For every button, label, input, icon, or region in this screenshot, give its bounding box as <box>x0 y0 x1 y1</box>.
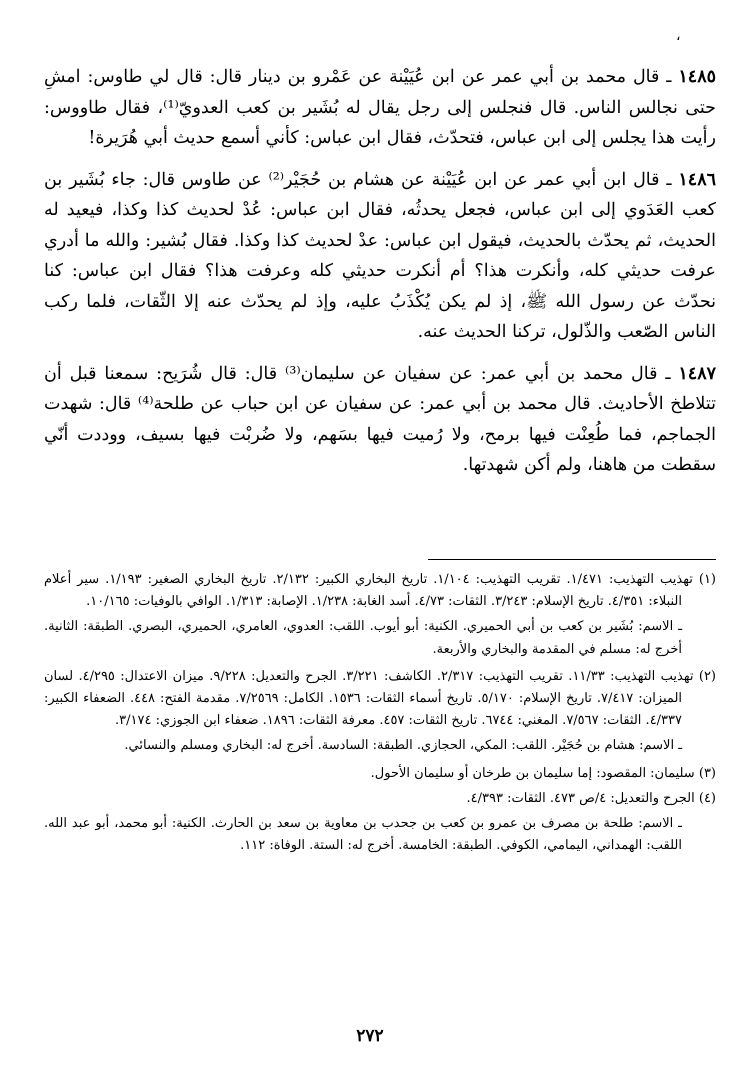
footnote-2 <box>44 666 716 733</box>
footnotes <box>44 569 716 862</box>
entry-1485 <box>44 62 716 154</box>
entry-1487 <box>44 359 716 481</box>
main-text <box>44 62 716 492</box>
entry-number: ١٤٨٧ <box>678 363 716 384</box>
entry-text: ـ قال ابن أبي عمر عن ابن عُيَيْنة عن هشام بن حُجَيْر⁽²⁾ عن طاوس قال: جاء بُشَير بن كعب العَدَوي إلى ابن عباس، فجعل يحدثُه، فقال ابن عباس: عُدْ لحديث كذا وكذا، فيعيد له الحديث، ثم يحدّث بالحديث، فيقول ابن عباس: عدْ لحديث كذا وكذا. فقال بُشير: والله ما أدري عرفت حديثي كله، وأنكرت هذا؟ أم أنكرت حديثي كله وعرفت هذا؟ فقال ابن عباس: كنا نحدّث عن رسول الله ﷺ، إذ لم يكن يُكْذَبُ عليه، وإذ لم يحدّث عنه إلا الثّقات، فلما ركب الناس الصّعب والذّلول، تركنا الحديث عنه. <box>44 169 716 342</box>
footnote-marker: (٢) <box>698 668 716 684</box>
footnote-1-details: ـ الاسم: بُشَير بن كعب بن أبي الحميري. الكنية: أبو أيوب. اللقب: العدوي، العامري، الحميري، البصري. الطبقة: الثانية. أخرج له: مسلم في المقدمة والبخاري والأربعة. <box>44 619 682 657</box>
footnote-marker: (٣) <box>698 765 716 781</box>
footnote-3 <box>44 763 716 785</box>
footnote-refs: تهذيب التهذيب: ١١/٣٣. تقريب التهذيب: ٢/٣١٧. الكاشف: ٣/٢٢١. الجرح والتعديل: ٩/٢٢٨. ميزان الاعتدال: ٤/٢٩٥. لسان الميزان: ٧/٤١٧. تاريخ الإسلام: ٥/١٧٠. تاريخ أسماء الثقات: ١٥٣٦. الكامل: ٧/٢٥٦٩. مقدمة الفتح: ٤٤٨. الضعفاء الكبير: ٤/٣٣٧. الثقات: ٧/٥٦٧. المغني: ٦٧٤٤. تاريخ الثقات: ٤٥٧. معرفة الثقات: ١٨٩٦. ضعفاء ابن الجوزي: ٣/١٧٤. <box>44 668 694 729</box>
footnote-marker: (١) <box>698 572 716 587</box>
footnote-4-details: ـ الاسم: طلحة بن مصرف بن عمرو بن كعب بن جحدب بن معاوية بن سعد بن الحارث. الكنية: أبو محمد، أبو عبد الله. اللقب: الهمداني، اليمامي، الكوفي. الطبقة: الخامسة. أخرج له: الستة. الوفاة: ١١٢. <box>44 816 682 854</box>
footnote-marker: (٤) <box>698 790 716 806</box>
corner-mark: ، <box>676 28 681 44</box>
footnote-separator <box>428 559 716 560</box>
footnote-2-details: ـ الاسم: هشام بن حُجَيْر. اللقب: المكي، الحجازي. الطبقة: السادسة. أخرج له: البخاري ومسلم والنسائي. <box>124 738 682 754</box>
entry-1486 <box>44 165 716 348</box>
footnote-refs: الجرح والتعديل: ٤/ص ٤٧٣. الثقات: ٤/٣٩٣. <box>466 790 695 806</box>
entry-text: ـ قال محمد بن أبي عمر: عن سفيان عن سليمان⁽³⁾ قال: قال شُرَيح: سمعنا قبل أن تتلاطخ الأحاديث. قال محمد بن أبي عمر: عن سفيان عن ابن حباب عن طلحة⁽⁴⁾ قال: شهدت الجماجم، فما طُعِنْت فيها برمح، ولا رُميت فيها بسَهم، ولا ضُربْت فيها بسيف، ووددت أنّي سقطت من هاهنا، ولم أكن شهدتها. <box>44 363 716 475</box>
footnote-refs: سليمان: المقصود: إما سليمان بن طرخان أو سليمان الأحول. <box>370 765 695 781</box>
entry-number: ١٤٨٦ <box>678 169 716 190</box>
entry-text: ـ قال محمد بن أبي عمر عن ابن عُيَيْنة عن عَمْرو بن دينار قال: قال لي طاوس: امشِ حتى نجالس الناس. قال فنجلس إلى رجل يقال له بُشَير بن كعب العدويّ⁽¹⁾، فقال طاووس: رأيت هذا يجلس إلى ابن عباس، فتحدّث، فقال ابن عباس: كأني أسمع حديث أبي هُرَيرة! <box>44 67 716 148</box>
footnote-4 <box>44 788 716 810</box>
footnote-1 <box>44 569 716 613</box>
entry-number: ١٤٨٥ <box>678 67 716 87</box>
footnote-refs: تهذيب التهذيب: ١/٤٧١. تقريب التهذيب: ١/١٠٤. تاريخ البخاري الكبير: ٢/١٣٢. تاريخ البخاري الصغير: ١/١٩٣. سير أعلام النبلاء: ٤/٣٥١. تاريخ الإسلام: ٣/٢٤٣. الثقات: ٤/٧٣. أسد الغابة: ١/٢٣٨. الإصابة: ١/٣١٣. الوافي بالوفيات: ١٠/١٦٥. <box>44 572 693 610</box>
page-number: ٢٧٢ <box>356 1026 384 1046</box>
